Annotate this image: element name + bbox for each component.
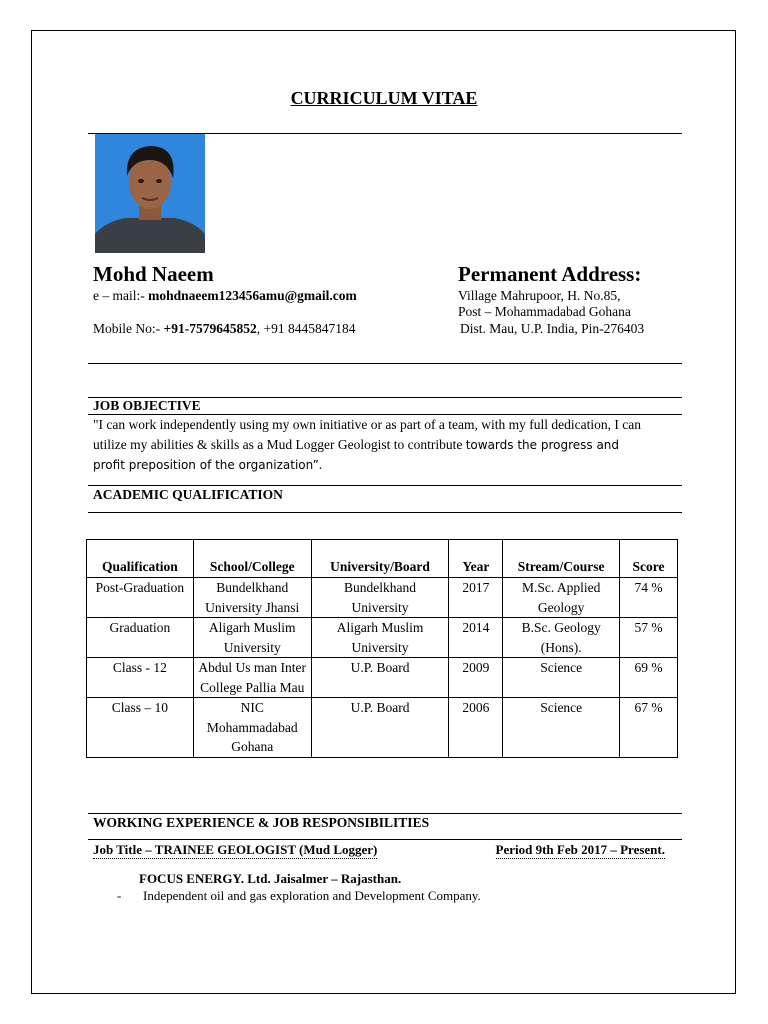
column-header: Score xyxy=(620,540,678,578)
column-header: Stream/Course xyxy=(503,540,620,578)
column-header: Qualification xyxy=(87,540,194,578)
table-row xyxy=(87,578,678,618)
column-header: University/Board xyxy=(311,540,449,578)
cell-score: 67 % xyxy=(620,698,678,758)
cell-stream: Science xyxy=(503,698,620,758)
address-line-3: Dist. Mau, U.P. India, Pin-276403 xyxy=(460,321,645,336)
cell-university: U.P. Board xyxy=(311,658,449,698)
table-row xyxy=(87,698,678,758)
academic-table xyxy=(86,539,678,758)
job-title: Job Title – TRAINEE GEOLOGIST (Mud Logger) xyxy=(93,842,378,857)
cell-stream: M.Sc. Applied Geology xyxy=(503,578,620,618)
bullet-marker: - xyxy=(117,888,122,903)
column-header: Year xyxy=(449,540,503,578)
address-line-2: Post – Mohammadabad Gohana xyxy=(458,304,631,319)
experience-heading: WORKING EXPERIENCE & JOB RESPONSIBILITIES xyxy=(93,815,430,830)
cell-school: Abdul Us man Inter College Pallia Mau xyxy=(193,658,311,698)
cell-university: Aligarh Muslim University xyxy=(311,618,449,658)
cell-qualification: Class - 12 xyxy=(87,658,194,698)
email-label: e – mail:- xyxy=(93,288,149,303)
column-header: School/College xyxy=(193,540,311,578)
cell-year: 2014 xyxy=(449,618,503,658)
cell-stream: B.Sc. Geology (Hons). xyxy=(503,618,620,658)
email-line xyxy=(93,288,357,304)
objective-text-a: "I can work independently using my own initiative or as part of a team, with my full dedication, I can utilize my abilities & skills as a Mud Logger Geologist to contribute xyxy=(93,417,641,452)
cell-university: Bundelkhand University xyxy=(311,578,449,618)
mobile-secondary: , +91 8445847184 xyxy=(256,321,356,336)
cell-university: U.P. Board xyxy=(311,698,449,758)
address-heading: Permanent Address: xyxy=(458,262,642,286)
cell-year: 2017 xyxy=(449,578,503,618)
cell-school: Bundelkhand University Jhansi xyxy=(193,578,311,618)
document-title: CURRICULUM VITAE xyxy=(290,88,478,108)
objective-text-c: . xyxy=(318,457,323,472)
cell-score: 69 % xyxy=(620,658,678,698)
company-name: FOCUS ENERGY. Ltd. Jaisalmer – Rajasthan. xyxy=(139,871,402,886)
candidate-name: Mohd Naeem xyxy=(93,262,214,286)
job-objective-text xyxy=(93,415,653,475)
mobile-primary: +91-7579645852 xyxy=(163,321,257,336)
job-objective-heading: JOB OBJECTIVE xyxy=(93,398,201,413)
job-period: Period 9th Feb 2017 – Present. xyxy=(495,842,665,857)
cell-year: 2006 xyxy=(449,698,503,758)
divider xyxy=(88,813,682,814)
cell-school: NIC Mohammadabad Gohana xyxy=(193,698,311,758)
cell-stream: Science xyxy=(503,658,620,698)
divider xyxy=(88,512,682,513)
mobile-line xyxy=(93,321,355,337)
objective-text-b: towards the progress and profit preposition of the organization” xyxy=(93,438,620,472)
profile-photo-image xyxy=(95,134,205,253)
cell-score: 57 % xyxy=(620,618,678,658)
cell-year: 2009 xyxy=(449,658,503,698)
cell-qualification: Class – 10 xyxy=(87,698,194,758)
cell-qualification: Post-Graduation xyxy=(87,578,194,618)
mobile-label: Mobile No:- xyxy=(93,321,164,336)
divider xyxy=(88,839,682,840)
profile-photo xyxy=(95,134,205,253)
academic-heading: ACADEMIC QUALIFICATION xyxy=(93,487,283,502)
cell-qualification: Graduation xyxy=(87,618,194,658)
divider xyxy=(88,485,682,486)
table-row xyxy=(87,658,678,698)
address-line-1: Village Mahrupoor, H. No.85, xyxy=(458,288,621,303)
divider xyxy=(88,363,682,364)
cell-school: Aligarh Muslim University xyxy=(193,618,311,658)
email-value[interactable]: mohdnaeem123456amu@gmail.com xyxy=(148,288,357,303)
cell-score: 74 % xyxy=(620,578,678,618)
company-description: Independent oil and gas exploration and Development Company. xyxy=(143,888,481,903)
table-row xyxy=(87,618,678,658)
table-header-row xyxy=(87,540,678,578)
